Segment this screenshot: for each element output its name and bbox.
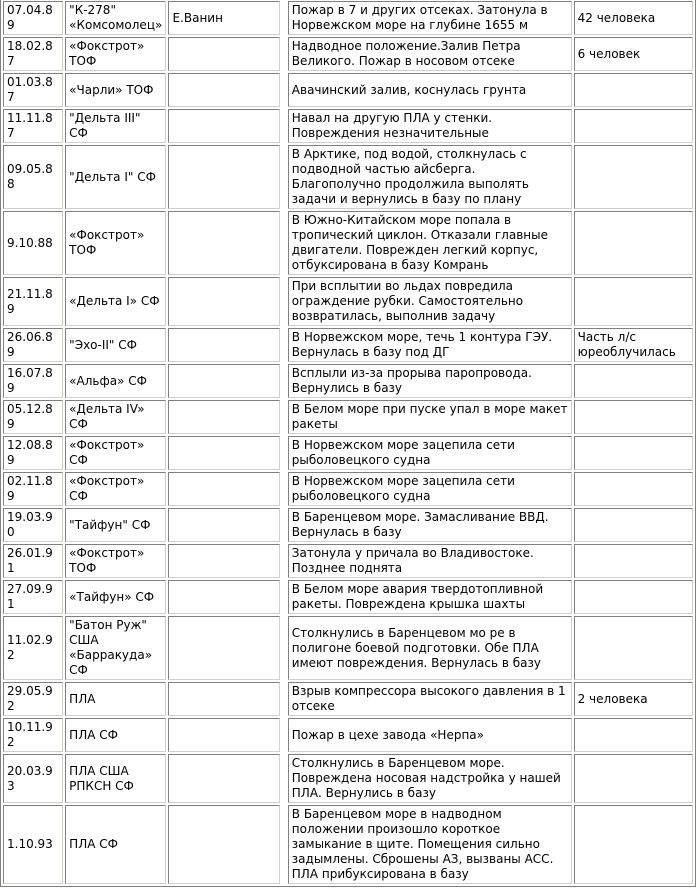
date-cell: 12.08.89 (3, 436, 63, 470)
column-gap (282, 364, 286, 398)
casualties-cell: 6 человек (574, 37, 693, 71)
casualties-cell (574, 718, 693, 752)
table-row (3, 472, 693, 506)
casualties-cell (574, 211, 693, 275)
column-gap (282, 1, 286, 35)
submarine-cell: "Батон Руж" США «Барракуда» СФ (65, 616, 166, 680)
table-row (3, 364, 693, 398)
submarine-cell: ПЛА (65, 682, 166, 716)
description-cell: В Норвежском море, течь 1 контура ГЭУ. Вернулась в базу под ДГ (288, 328, 572, 362)
submarine-cell: ПЛА СФ (65, 718, 166, 752)
description-cell: В Белом море при пуске упал в море макет ракеты (288, 400, 572, 434)
date-cell: 27.09.91 (3, 580, 63, 614)
description-cell: В Баренцевом море в надводном положении произошло короткое замыкание в щите. Помещения сильно задымлены. Сброшены АЗ, вызваны АСС. ПЛА прибуксирована в базу (288, 805, 572, 884)
table-row (3, 145, 693, 209)
column-gap (282, 400, 286, 434)
column-gap (282, 73, 286, 107)
column-gap (282, 211, 286, 275)
casualties-cell (574, 508, 693, 542)
submarine-cell: "Дельта III" СФ (65, 109, 166, 143)
commander-cell (168, 682, 279, 716)
column-gap (282, 145, 286, 209)
casualties-cell (574, 544, 693, 578)
commander-cell (168, 436, 279, 470)
table-row (3, 73, 693, 107)
commander-cell (168, 718, 279, 752)
table-row (3, 277, 693, 326)
description-cell: В Арктике, под водой, столкнулась с подводной частью айсберга. Благополучно продолжила выполять задачи и вернулись в базу по плану (288, 145, 572, 209)
casualties-cell (574, 364, 693, 398)
date-cell: 20.03.93 (3, 754, 63, 803)
commander-cell (168, 37, 279, 71)
commander-cell (168, 364, 279, 398)
column-gap (282, 37, 286, 71)
description-cell: При всплытии во льдах повредила ограждение рубки. Самостоятельно возвратилась, выполнив задачу (288, 277, 572, 326)
date-cell: 26.01.91 (3, 544, 63, 578)
description-cell: В Норвежском море зацепила сети рыболовецкого судна (288, 436, 572, 470)
table-row (3, 37, 693, 71)
commander-cell (168, 277, 279, 326)
commander-cell (168, 544, 279, 578)
commander-cell (168, 805, 279, 884)
submarine-cell: ПЛА СФ (65, 805, 166, 884)
submarine-cell: "Эхо-II" СФ (65, 328, 166, 362)
description-cell: Столкнулись в Баренцевом море. Повреждена носовая надстройка у нашей ПЛА. Вернулись в базу (288, 754, 572, 803)
commander-cell (168, 145, 279, 209)
description-cell: Надводное положение.Залив Петра Великого. Пожар в носовом отсеке (288, 37, 572, 71)
column-gap (282, 682, 286, 716)
table-row (3, 754, 693, 803)
submarine-cell: ПЛА США РПКСН СФ (65, 754, 166, 803)
date-cell: 26.06.89 (3, 328, 63, 362)
commander-cell (168, 211, 279, 275)
submarine-cell: «Фокстрот» ТОФ (65, 544, 166, 578)
column-gap (282, 580, 286, 614)
table-row (3, 109, 693, 143)
column-gap (282, 508, 286, 542)
date-cell: 09.05.88 (3, 145, 63, 209)
submarine-cell: «Дельта IV» СФ (65, 400, 166, 434)
casualties-cell (574, 580, 693, 614)
date-cell: 01.03.87 (3, 73, 63, 107)
description-cell: Пожар в 7 и других отсеках. Затонула в Норвежском море на глубине 1655 м (288, 1, 572, 35)
table-row (3, 328, 693, 362)
column-gap (282, 754, 286, 803)
column-gap (282, 616, 286, 680)
submarine-cell: «Фокстрот» ТОФ (65, 37, 166, 71)
commander-cell (168, 328, 279, 362)
date-cell: 9.10.88 (3, 211, 63, 275)
date-cell: 10.11.92 (3, 718, 63, 752)
casualties-cell (574, 277, 693, 326)
submarine-cell: «Фокстрот» СФ (65, 472, 166, 506)
description-cell: Пожар в цехе завода «Нерпа» (288, 718, 572, 752)
description-cell: Столкнулись в Баренцевом мо ре в полигоне боевой подготовки. Обе ПЛА имеют повреждения. Вернулась в базу (288, 616, 572, 680)
description-cell: Навал на другую ПЛА у стенки. Повреждения незначительные (288, 109, 572, 143)
casualties-cell (574, 73, 693, 107)
commander-cell (168, 754, 279, 803)
column-gap (282, 277, 286, 326)
casualties-cell: 2 человека (574, 682, 693, 716)
table-row (3, 805, 693, 884)
submarine-cell: «Чарли» ТОФ (65, 73, 166, 107)
description-cell: Всплыли из-за прорыва паропровода. Вернулись в базу (288, 364, 572, 398)
submarine-cell: «Дельта I» СФ (65, 277, 166, 326)
casualties-cell: 42 человека (574, 1, 693, 35)
date-cell: 18.02.87 (3, 37, 63, 71)
table-row (3, 1, 693, 35)
date-cell: 11.11.87 (3, 109, 63, 143)
column-gap (282, 718, 286, 752)
commander-cell (168, 580, 279, 614)
date-cell: 1.10.93 (3, 805, 63, 884)
submarine-cell: «Фокстрот» СФ (65, 436, 166, 470)
commander-cell (168, 472, 279, 506)
submarine-cell: "К-278" «Комсомолец» (65, 1, 166, 35)
description-cell: Взрыв компрессора высокого давления в 1 отсеке (288, 682, 572, 716)
table-row (3, 400, 693, 434)
column-gap (282, 109, 286, 143)
submarine-cell: "Тайфун" СФ (65, 508, 166, 542)
column-gap (282, 544, 286, 578)
description-cell: Затонула у причала во Владивостоке. Позднее поднята (288, 544, 572, 578)
date-cell: 29.05.92 (3, 682, 63, 716)
date-cell: 16.07.89 (3, 364, 63, 398)
submarine-cell: "Дельта I" СФ (65, 145, 166, 209)
description-cell: В Белом море авария твердотопливной ракеты. Повреждена крышка шахты (288, 580, 572, 614)
submarine-cell: «Тайфун» СФ (65, 580, 166, 614)
column-gap (282, 472, 286, 506)
column-gap (282, 328, 286, 362)
casualties-cell (574, 754, 693, 803)
incidents-table-body (3, 1, 693, 884)
table-row (3, 211, 693, 275)
description-cell: В Южно-Китайском море попала в тропический циклон. Отказали главные двигатели. Поврежден легкий корпус, отбуксирована в базу Комрань (288, 211, 572, 275)
casualties-cell (574, 436, 693, 470)
date-cell: 19.03.90 (3, 508, 63, 542)
casualties-cell: Часть л/с юреоблучилась (574, 328, 693, 362)
date-cell: 02.11.89 (3, 472, 63, 506)
submarine-cell: «Фокстрот» ТОФ (65, 211, 166, 275)
commander-cell (168, 616, 279, 680)
casualties-cell (574, 109, 693, 143)
description-cell: В Норвежском море зацепила сети рыболовецкого судна (288, 472, 572, 506)
casualties-cell (574, 400, 693, 434)
casualties-cell (574, 145, 693, 209)
column-gap (282, 436, 286, 470)
description-cell: Авачинский залив, коснулась грунта (288, 73, 572, 107)
table-row (3, 544, 693, 578)
table-row (3, 580, 693, 614)
table-row (3, 682, 693, 716)
casualties-cell (574, 616, 693, 680)
date-cell: 05.12.89 (3, 400, 63, 434)
table-row (3, 436, 693, 470)
date-cell: 11.02.92 (3, 616, 63, 680)
table-row (3, 616, 693, 680)
submarine-cell: «Альфа» СФ (65, 364, 166, 398)
commander-cell (168, 400, 279, 434)
commander-cell: Е.Ванин (168, 1, 279, 35)
date-cell: 07.04.89 (3, 1, 63, 35)
date-cell: 21.11.89 (3, 277, 63, 326)
commander-cell (168, 109, 279, 143)
table-row (3, 508, 693, 542)
casualties-cell (574, 805, 693, 884)
commander-cell (168, 508, 279, 542)
description-cell: В Баренцевом море. Замасливание ВВД. Вернулась в базу (288, 508, 572, 542)
casualties-cell (574, 472, 693, 506)
column-gap (282, 805, 286, 884)
commander-cell (168, 73, 279, 107)
table-row (3, 718, 693, 752)
